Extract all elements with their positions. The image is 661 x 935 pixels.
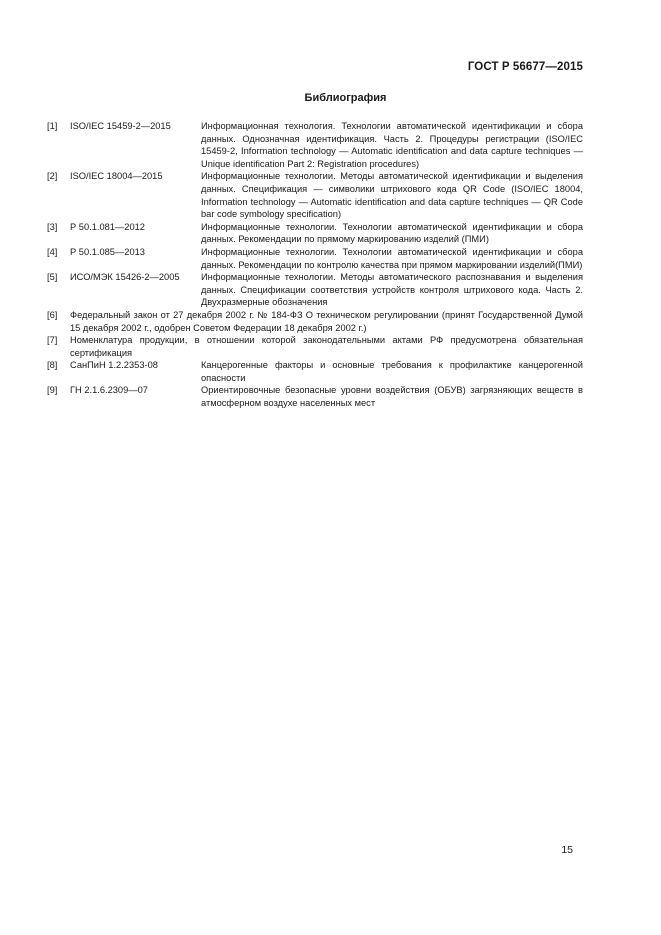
standard-code: ГОСТ Р 56677—2015 [467,61,583,73]
entry-description: Информационные технологии. Методы автоматического распознавания и выделения данных. Спецификации соответствия устройств контроля штрихового кода. Часть 2. Двухразмерные обозначения [201,272,583,308]
entry-reference: Р 50.1.081—2012 [70,221,145,232]
entry-number: [8] [47,360,58,371]
entry-reference: Р 50.1.085—2013 [70,246,145,257]
entry-number: [4] [47,246,58,257]
bibliography-entry [47,271,583,309]
entry-number: [5] [47,272,58,283]
bibliography-entry [47,359,583,384]
entry-description: Информационные технологии. Методы автоматической идентификации и выделения данных. Спецификация — символики штрихового кода QR Code (ISO/IEC 18004, Information technology — Automatic identification and data capture techniques — QR Code bar code symbology specification) [201,171,583,220]
entry-description: Федеральный закон от 27 декабря 2002 г. № 184-ФЗ О техническом регулировании (принят Государственной Думой 15 декабря 2002 г., одобрен Советом Федерации 18 декабря 2002 г.) [70,309,583,333]
page-title: Библиография [304,92,387,104]
entry-description: Информационные технологии. Технологии автоматической идентификации и сбора данных. Рекомендации по контролю качества при прямом маркировании изделий(ПМИ) [201,246,583,270]
entry-reference: ГН 2.1.6.2309—07 [70,385,148,396]
bibliography-entry [47,221,583,246]
entry-number: [7] [47,335,58,346]
bibliography-entry [47,384,583,409]
entry-description: Информационные технологии. Технологии автоматической идентификации и сбора данных. Рекомендации по прямому маркированию изделий (ПМИ) [201,221,583,245]
entry-reference: ISO/IEC 15459-2—2015 [70,121,171,131]
entry-number: [3] [47,221,58,232]
entry-description: Ориентировочные безопасные уровни воздействия (ОБУВ) загрязняющих веществ в атмосферном воздухе населенных мест [201,385,583,409]
entry-description: Информационная технология. Технологии автоматической идентификации и сбора данных. Однозначная идентификация. Часть 2. Процедуры регистрации (ISO/IEC 15459-2, Information technology — Automatic identification and data capture techniques — Unique identification Part 2: Registration procedures) [201,121,583,169]
entry-reference: ISO/IEC 18004—2015 [70,171,163,182]
entry-number: [6] [47,309,58,320]
entry-number: [2] [47,171,58,182]
entry-number: [1] [47,121,58,131]
bibliography-entry [47,170,583,220]
entry-description: Канцерогенные факторы и основные требования к профилактике канцерогенной опасности [201,360,583,383]
entry-reference: СанПиН 1.2.2353-08 [70,360,158,371]
bibliography-entry [47,334,583,359]
bibliography-list [47,120,583,410]
page-number: 15 [561,844,573,856]
bibliography-entry [47,120,583,170]
entry-reference: ИСО/МЭК 15426-2—2005 [70,272,180,283]
entry-number: [9] [47,385,58,396]
entry-description: Номенклатура продукции, в отношении которой законодательными актами РФ предусмотрена обязательная сертификация [70,335,583,358]
bibliography-entry [47,309,583,334]
bibliography-entry [47,246,583,271]
